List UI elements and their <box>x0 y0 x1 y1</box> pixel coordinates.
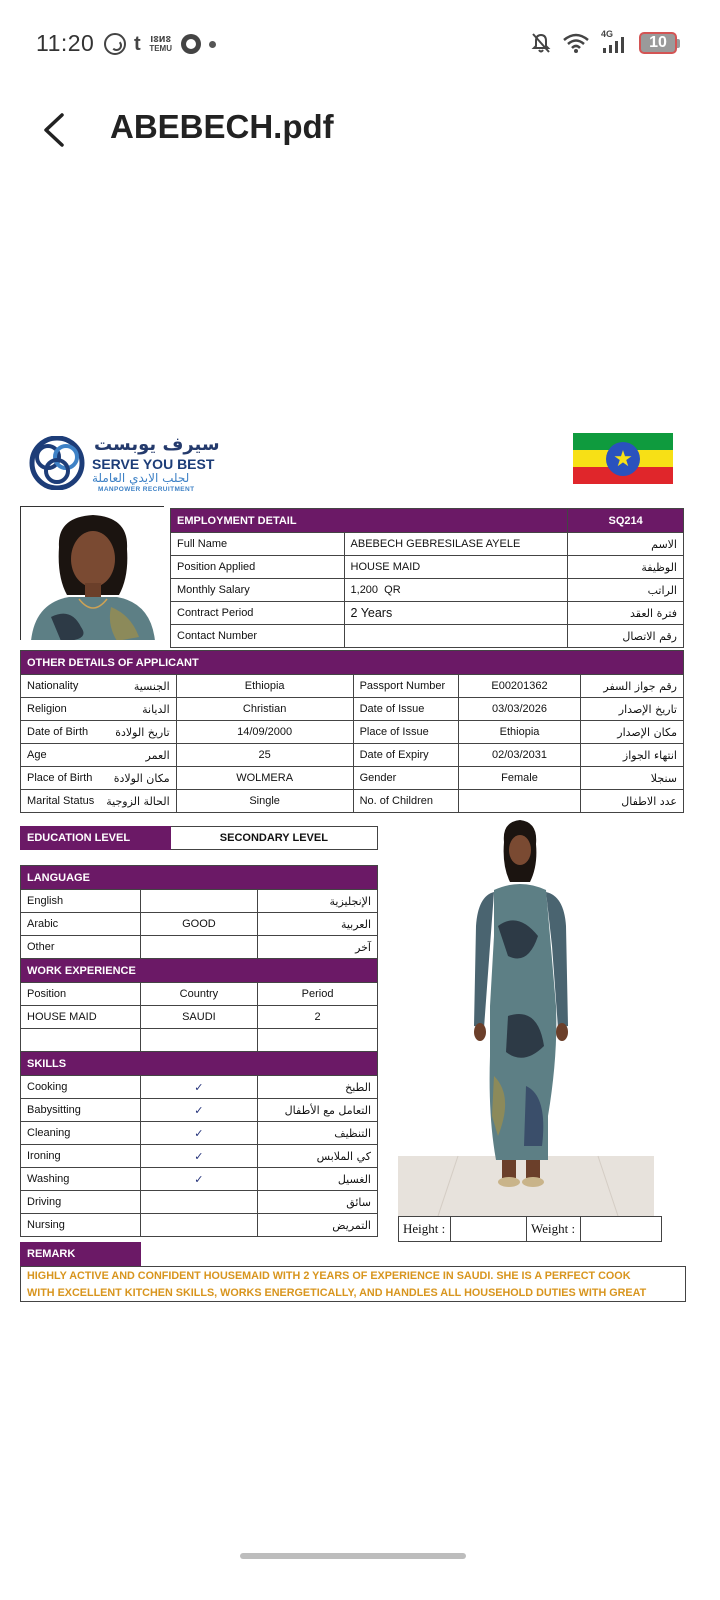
position-value: HOUSE MAID <box>344 556 568 579</box>
detail-label: Date of Birth <box>21 721 101 744</box>
pdf-page[interactable] <box>20 428 686 1308</box>
weight-value <box>581 1217 661 1241</box>
check-icon: ✓ <box>140 1122 257 1145</box>
skill-label: Driving <box>21 1191 141 1214</box>
experience-position <box>21 1029 141 1052</box>
other-details-header: OTHER DETAILS OF APPLICANT <box>21 651 684 675</box>
logo-arabic-tagline: لجلب الايدي العاملة <box>92 471 190 485</box>
employment-detail-table <box>170 508 684 648</box>
passport-number-value: E00201362 <box>459 675 581 698</box>
table-row <box>21 983 378 1006</box>
logo-english-name: SERVE YOU BEST <box>92 456 215 472</box>
table-row <box>171 602 684 625</box>
religion-value: Christian <box>176 698 353 721</box>
children-value <box>459 790 581 813</box>
education-label: EDUCATION LEVEL <box>21 827 171 850</box>
height-weight-row <box>398 1216 662 1242</box>
whatsapp-icon <box>104 33 126 55</box>
table-row <box>21 1029 378 1052</box>
temu-icon: ⵏⵓⵍⵓ TEMU <box>149 35 172 53</box>
home-indicator[interactable] <box>240 1553 466 1559</box>
table-row <box>21 1076 378 1099</box>
table-row <box>171 579 684 602</box>
detail-label: Date of Expiry <box>353 744 459 767</box>
skills-header: SKILLS <box>21 1052 378 1076</box>
date-of-birth-value: 14/09/2000 <box>176 721 353 744</box>
detail-arabic: سنجلا <box>580 767 683 790</box>
education-table <box>20 826 378 850</box>
experience-country: SAUDI <box>140 1006 257 1029</box>
skill-label: Nursing <box>21 1214 141 1237</box>
language-label: English <box>21 890 141 913</box>
table-row <box>21 1099 378 1122</box>
wifi-icon <box>563 33 589 53</box>
bell-muted-icon <box>531 32 551 54</box>
column-header: Position <box>21 983 141 1006</box>
skill-arabic: التعامل مع الأطفال <box>258 1099 378 1122</box>
marital-status-value: Single <box>176 790 353 813</box>
battery-icon <box>639 32 680 54</box>
experience-period: 2 <box>258 1006 378 1029</box>
check-icon: ✓ <box>140 1145 257 1168</box>
skill-label: Ironing <box>21 1145 141 1168</box>
detail-arabic: تاريخ الولادة <box>100 721 176 744</box>
language-work-skills-table <box>20 865 378 1237</box>
detail-label: Place of Birth <box>21 767 101 790</box>
skill-check-empty <box>140 1214 257 1237</box>
detail-label: Nationality <box>21 675 101 698</box>
skill-check-empty <box>140 1191 257 1214</box>
detail-arabic: عدد الاطفال <box>580 790 683 813</box>
back-button[interactable] <box>30 106 78 154</box>
logo-arabic-name: سيرف يوبست <box>94 434 220 455</box>
employment-detail-header: EMPLOYMENT DETAIL <box>171 509 568 533</box>
table-row <box>21 936 378 959</box>
status-time: 11:20 <box>36 30 95 56</box>
chevron-left-icon <box>40 112 68 148</box>
remark-header-blank <box>140 1243 686 1266</box>
detail-label: Passport Number <box>353 675 459 698</box>
battery-level: 10 <box>639 32 677 54</box>
check-icon: ✓ <box>140 1168 257 1191</box>
gender-value: Female <box>459 767 581 790</box>
ethiopia-flag-icon: ★ <box>573 433 673 484</box>
language-value <box>140 890 257 913</box>
skill-arabic: التمريض <box>258 1214 378 1237</box>
check-icon: ✓ <box>140 1076 257 1099</box>
full-name-arabic: الاسم <box>568 533 684 556</box>
remark-text <box>20 1266 686 1302</box>
table-row <box>21 1006 378 1029</box>
experience-period <box>258 1029 378 1052</box>
table-row <box>21 744 684 767</box>
detail-arabic: رقم جواز السفر <box>580 675 683 698</box>
salary-arabic: الراتب <box>568 579 684 602</box>
skill-label: Babysitting <box>21 1099 141 1122</box>
network-type: 4G <box>601 29 614 39</box>
detail-arabic: العمر <box>100 744 176 767</box>
contract-arabic: فترة العقد <box>568 602 684 625</box>
position-label: Position Applied <box>171 556 345 579</box>
height-label: Height : <box>399 1217 451 1241</box>
detail-label: Age <box>21 744 101 767</box>
applicant-full-body-photo <box>398 816 654 1216</box>
skill-arabic: الطبخ <box>258 1076 378 1099</box>
status-bar <box>0 0 720 92</box>
full-name-label: Full Name <box>171 533 345 556</box>
sync-icon <box>181 34 201 54</box>
skill-label: Washing <box>21 1168 141 1191</box>
table-row <box>21 675 684 698</box>
detail-label: Date of Issue <box>353 698 459 721</box>
detail-label: Place of Issue <box>353 721 459 744</box>
table-row <box>21 1145 378 1168</box>
contact-label: Contact Number <box>171 625 345 648</box>
logo-emblem-icon <box>26 436 88 490</box>
table-row <box>171 556 684 579</box>
other-details-table <box>20 650 684 813</box>
date-of-issue-value: 03/03/2026 <box>459 698 581 721</box>
table-row <box>171 625 684 648</box>
skill-arabic: كي الملابس <box>258 1145 378 1168</box>
app-bar <box>0 92 720 172</box>
detail-label: No. of Children <box>353 790 459 813</box>
skill-arabic: التنظيف <box>258 1122 378 1145</box>
check-icon: ✓ <box>140 1099 257 1122</box>
height-value <box>451 1217 527 1241</box>
detail-arabic: الجنسية <box>100 675 176 698</box>
skill-arabic: الغسيل <box>258 1168 378 1191</box>
language-arabic: آخر <box>258 936 378 959</box>
detail-arabic: الحالة الزوجية <box>100 790 176 813</box>
weight-label: Weight : <box>527 1217 581 1241</box>
nationality-value: Ethiopia <box>176 675 353 698</box>
cellular-signal-icon <box>601 29 627 54</box>
table-row <box>21 698 684 721</box>
language-label: Arabic <box>21 913 141 936</box>
age-value: 25 <box>176 744 353 767</box>
detail-arabic: الديانة <box>100 698 176 721</box>
detail-arabic: انتهاء الجواز <box>580 744 683 767</box>
position-arabic: الوظيفة <box>568 556 684 579</box>
table-row <box>21 790 684 813</box>
language-label: Other <box>21 936 141 959</box>
full-name-value: ABEBECH GEBRESILASE AYELE <box>344 533 568 556</box>
experience-position: HOUSE MAID <box>21 1006 141 1029</box>
language-header: LANGUAGE <box>21 866 378 890</box>
experience-country <box>140 1029 257 1052</box>
salary-label: Monthly Salary <box>171 579 345 602</box>
notification-icons <box>104 33 216 55</box>
detail-label: Religion <box>21 698 101 721</box>
remark-line: HIGHLY ACTIVE AND CONFIDENT HOUSEMAID WITH 2 YEARS OF EXPERIENCE IN SAUDI. SHE IS A PERFECT COOK <box>27 1270 631 1282</box>
table-row <box>21 721 684 744</box>
table-row <box>21 1168 378 1191</box>
detail-arabic: مكان الولادة <box>100 767 176 790</box>
education-value: SECONDARY LEVEL <box>170 827 377 850</box>
skill-arabic: سائق <box>258 1191 378 1214</box>
detail-label: Gender <box>353 767 459 790</box>
table-row <box>21 913 378 936</box>
salary-value: 1,200 QR <box>344 579 568 602</box>
language-value <box>140 936 257 959</box>
page-title: ABEBECH.pdf <box>110 108 334 145</box>
date-of-expiry-value: 02/03/2031 <box>459 744 581 767</box>
logo-subtitle: MANPOWER RECRUITMENT <box>98 486 195 493</box>
tumblr-icon: t <box>134 33 141 55</box>
language-arabic: العربية <box>258 913 378 936</box>
detail-arabic: تاريخ الإصدار <box>580 698 683 721</box>
remark-header: REMARK <box>21 1243 141 1266</box>
dot-icon <box>209 41 216 48</box>
company-logo <box>26 434 236 494</box>
table-row <box>21 767 684 790</box>
place-of-birth-value: WOLMERA <box>176 767 353 790</box>
column-header: Country <box>140 983 257 1006</box>
language-value: GOOD <box>140 913 257 936</box>
language-arabic: الإنجليزية <box>258 890 378 913</box>
contract-value: 2 Years <box>344 602 568 625</box>
remark-line: WITH EXCELLENT KITCHEN SKILLS, WORKS ENERGETICALLY, AND HANDLES ALL HOUSEHOLD DUTIES WITH GREAT <box>27 1287 647 1299</box>
table-row <box>171 533 684 556</box>
detail-label: Marital Status <box>21 790 101 813</box>
skill-label: Cleaning <box>21 1122 141 1145</box>
table-row <box>21 1214 378 1237</box>
column-header: Period <box>258 983 378 1006</box>
contact-value <box>344 625 568 648</box>
table-row <box>21 1191 378 1214</box>
table-row <box>21 1122 378 1145</box>
contract-label: Contract Period <box>171 602 345 625</box>
detail-arabic: مكان الإصدار <box>580 721 683 744</box>
skill-label: Cooking <box>21 1076 141 1099</box>
applicant-portrait-photo <box>20 506 164 640</box>
contact-arabic: رقم الاتصال <box>568 625 684 648</box>
place-of-issue-value: Ethiopia <box>459 721 581 744</box>
table-row <box>21 890 378 913</box>
remark-header-row <box>20 1242 686 1266</box>
reference-code: SQ214 <box>568 509 684 533</box>
work-experience-header: WORK EXPERIENCE <box>21 959 378 983</box>
system-icons <box>531 29 680 54</box>
